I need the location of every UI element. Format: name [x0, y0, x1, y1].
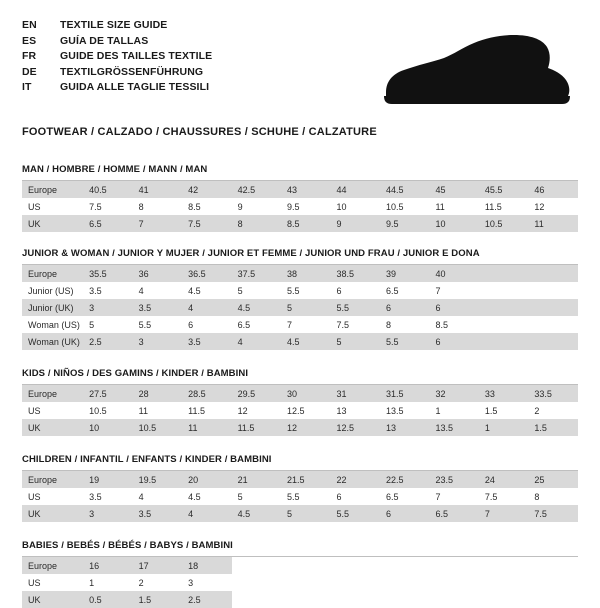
size-table-babies — [22, 557, 578, 608]
cell-empty — [380, 574, 429, 591]
size-table-kids — [22, 385, 578, 436]
cell: 6 — [331, 488, 380, 505]
cell: 5 — [281, 505, 330, 522]
cell: 38.5 — [331, 265, 380, 282]
cell-empty — [429, 557, 478, 574]
cell: 11 — [133, 402, 182, 419]
cell: 10 — [429, 215, 478, 232]
section-title-man: MAN / HOMBRE / HOMME / MANN / MAN — [22, 164, 578, 181]
language-row — [22, 65, 212, 81]
cell: 11 — [528, 215, 578, 232]
cell: 19.5 — [133, 471, 182, 488]
cell: 24 — [479, 471, 528, 488]
cell: 27.5 — [83, 385, 132, 402]
cell: 5.5 — [133, 316, 182, 333]
table-row — [22, 385, 578, 402]
cell — [528, 333, 578, 350]
cell: 3 — [83, 505, 132, 522]
section-children — [22, 454, 578, 522]
cell — [479, 316, 528, 333]
cell: 46 — [528, 181, 578, 198]
table-row — [22, 402, 578, 419]
cell: 31 — [331, 385, 380, 402]
cell: 4 — [133, 282, 182, 299]
cell: 6 — [429, 299, 478, 316]
cell: 13 — [380, 419, 429, 436]
section-junior-woman — [22, 248, 578, 350]
cell: 7 — [429, 282, 478, 299]
cell: 1.5 — [133, 591, 182, 608]
cell: 4 — [133, 488, 182, 505]
cell: 44 — [331, 181, 380, 198]
cell: 4.5 — [281, 333, 330, 350]
cell: 16 — [83, 557, 132, 574]
cell: 17 — [133, 557, 182, 574]
footwear-heading: FOOTWEAR / CALZADO / CHAUSSURES / SCHUHE / CALZATURE — [22, 126, 377, 138]
cell: 39 — [380, 265, 429, 282]
cell: 5.5 — [331, 505, 380, 522]
cell — [528, 282, 578, 299]
cell: 33.5 — [528, 385, 578, 402]
cell: 11 — [182, 419, 231, 436]
cell: 4 — [232, 333, 281, 350]
language-title: TEXTILE SIZE GUIDE — [60, 19, 168, 31]
cell: 36 — [133, 265, 182, 282]
cell-empty — [479, 574, 528, 591]
cell: 3.5 — [133, 505, 182, 522]
cell: 11 — [429, 198, 478, 215]
row-label: Woman (US) — [22, 316, 83, 333]
cell: 28 — [133, 385, 182, 402]
section-man — [22, 164, 578, 232]
row-label: US — [22, 488, 83, 505]
cell: 4.5 — [232, 505, 281, 522]
table-row — [22, 488, 578, 505]
cell: 1 — [83, 574, 132, 591]
section-title-babies: BABIES / BEBÉS / BÉBÉS / BABYS / BAMBINI — [22, 540, 578, 557]
cell: 5 — [331, 333, 380, 350]
cell: 21.5 — [281, 471, 330, 488]
table-row — [22, 505, 578, 522]
size-table-man — [22, 181, 578, 232]
row-label: UK — [22, 591, 83, 608]
cell: 6.5 — [232, 316, 281, 333]
row-label: UK — [22, 505, 83, 522]
table-row — [22, 181, 578, 198]
language-title: GUIDE DES TAILLES TEXTILE — [60, 50, 213, 62]
cell: 3 — [83, 299, 132, 316]
cell: 6 — [429, 333, 478, 350]
row-label: Woman (UK) — [22, 333, 83, 350]
table-row — [22, 471, 578, 488]
cell: 3 — [133, 333, 182, 350]
cell: 7 — [281, 316, 330, 333]
cell: 8.5 — [281, 215, 330, 232]
cell: 12.5 — [281, 402, 330, 419]
table-row — [22, 299, 578, 316]
cell: 31.5 — [380, 385, 429, 402]
cell: 7.5 — [528, 505, 578, 522]
cell: 8 — [133, 198, 182, 215]
cell — [528, 299, 578, 316]
cell: 37.5 — [232, 265, 281, 282]
row-label: Junior (UK) — [22, 299, 83, 316]
cell: 18 — [182, 557, 231, 574]
cell: 19 — [83, 471, 132, 488]
cell: 5 — [281, 299, 330, 316]
cell: 40 — [429, 265, 478, 282]
cell — [479, 333, 528, 350]
cell: 5.5 — [380, 333, 429, 350]
cell: 36.5 — [182, 265, 231, 282]
cell: 9 — [232, 198, 281, 215]
cell: 2.5 — [182, 591, 231, 608]
cell: 5 — [232, 488, 281, 505]
cell: 8.5 — [429, 316, 478, 333]
cell: 5.5 — [281, 282, 330, 299]
cell: 3.5 — [83, 488, 132, 505]
cell: 3.5 — [83, 282, 132, 299]
cell: 35.5 — [83, 265, 132, 282]
cell: 4 — [182, 299, 231, 316]
cell: 2.5 — [83, 333, 132, 350]
cell-empty — [281, 574, 330, 591]
cell: 22 — [331, 471, 380, 488]
language-code: IT — [22, 81, 32, 93]
table-row — [22, 215, 578, 232]
table-row — [22, 419, 578, 436]
cell: 1.5 — [528, 419, 578, 436]
cell: 44.5 — [380, 181, 429, 198]
row-label: Junior (US) — [22, 282, 83, 299]
language-code: EN — [22, 19, 37, 31]
cell: 10.5 — [380, 198, 429, 215]
cell: 8.5 — [182, 198, 231, 215]
cell: 2 — [133, 574, 182, 591]
table-row — [22, 198, 578, 215]
cell: 45.5 — [479, 181, 528, 198]
cell — [528, 265, 578, 282]
cell — [479, 265, 528, 282]
table-row — [22, 316, 578, 333]
cell-empty — [281, 557, 330, 574]
cell: 13.5 — [429, 419, 478, 436]
cell: 2 — [528, 402, 578, 419]
cell: 5.5 — [281, 488, 330, 505]
table-row — [22, 265, 578, 282]
cell: 42 — [182, 181, 231, 198]
cell-empty — [429, 574, 478, 591]
cell: 25 — [528, 471, 578, 488]
cell: 6 — [380, 505, 429, 522]
cell: 11.5 — [479, 198, 528, 215]
cell: 6 — [182, 316, 231, 333]
cell: 8 — [232, 215, 281, 232]
cell: 28.5 — [182, 385, 231, 402]
cell: 3.5 — [182, 333, 231, 350]
cell: 13.5 — [380, 402, 429, 419]
cell: 6.5 — [380, 282, 429, 299]
cell: 1.5 — [479, 402, 528, 419]
cell: 9.5 — [281, 198, 330, 215]
cell: 11.5 — [182, 402, 231, 419]
cell: 12.5 — [331, 419, 380, 436]
cell — [479, 299, 528, 316]
cell: 3.5 — [133, 299, 182, 316]
table-row — [22, 333, 578, 350]
section-babies — [22, 540, 578, 608]
row-label: Europe — [22, 265, 83, 282]
cell: 11.5 — [232, 419, 281, 436]
cell: 6.5 — [429, 505, 478, 522]
cell: 40.5 — [83, 181, 132, 198]
cell: 10.5 — [479, 215, 528, 232]
language-code: FR — [22, 50, 37, 62]
size-table-children — [22, 471, 578, 522]
cell: 8 — [380, 316, 429, 333]
cell: 5 — [232, 282, 281, 299]
row-label: Europe — [22, 557, 83, 574]
cell — [479, 282, 528, 299]
cell: 9 — [331, 215, 380, 232]
language-row — [22, 49, 212, 65]
cell: 9.5 — [380, 215, 429, 232]
cell: 5.5 — [331, 299, 380, 316]
row-label: US — [22, 574, 83, 591]
cell: 7.5 — [182, 215, 231, 232]
cell: 4.5 — [232, 299, 281, 316]
cell: 12 — [528, 198, 578, 215]
cell: 10.5 — [83, 402, 132, 419]
row-label: US — [22, 198, 83, 215]
table-row — [22, 557, 578, 574]
row-label: Europe — [22, 471, 83, 488]
cell-empty — [479, 557, 528, 574]
cell: 4.5 — [182, 488, 231, 505]
language-title: TEXTILGRÖSSENFÜHRUNG — [60, 65, 204, 78]
language-title: GUIDA ALLE TAGLIE TESSILI — [60, 81, 210, 93]
cell: 10 — [331, 198, 380, 215]
cell: 5 — [83, 316, 132, 333]
cell: 7.5 — [83, 198, 132, 215]
cell: 32 — [429, 385, 478, 402]
table-row — [22, 282, 578, 299]
cell: 1 — [479, 419, 528, 436]
cell: 1 — [429, 402, 478, 419]
cell: 43 — [281, 181, 330, 198]
row-label: US — [22, 402, 83, 419]
cell — [528, 316, 578, 333]
page-header — [22, 18, 578, 110]
cell-empty — [528, 574, 578, 591]
cell: 7.5 — [479, 488, 528, 505]
cell: 6 — [380, 299, 429, 316]
row-label: UK — [22, 419, 83, 436]
cell: 10 — [83, 419, 132, 436]
cell: 7.5 — [331, 316, 380, 333]
cell: 3 — [182, 574, 231, 591]
language-row — [22, 18, 212, 34]
cell-empty — [380, 557, 429, 574]
cell: 7 — [133, 215, 182, 232]
row-label: Europe — [22, 181, 83, 198]
cell: 12 — [281, 419, 330, 436]
cell: 45 — [429, 181, 478, 198]
row-label: Europe — [22, 385, 83, 402]
section-kids — [22, 368, 578, 436]
language-title: GUÍA DE TALLAS — [60, 34, 149, 47]
language-code: DE — [22, 65, 37, 78]
section-title-children: CHILDREN / INFANTIL / ENFANTS / KINDER / BAMBINI — [22, 454, 578, 471]
cell: 29.5 — [232, 385, 281, 402]
row-label: UK — [22, 215, 83, 232]
cell: 6 — [331, 282, 380, 299]
cell: 33 — [479, 385, 528, 402]
section-title-kids: KIDS / NIÑOS / DES GAMINS / KINDER / BAMBINI — [22, 368, 578, 385]
cell: 21 — [232, 471, 281, 488]
cell: 23.5 — [429, 471, 478, 488]
cell: 4 — [182, 505, 231, 522]
language-titles — [22, 18, 212, 96]
cell-empty — [331, 557, 380, 574]
cell: 10.5 — [133, 419, 182, 436]
table-row — [22, 574, 578, 591]
cell: 7 — [479, 505, 528, 522]
cell: 22.5 — [380, 471, 429, 488]
cell: 13 — [331, 402, 380, 419]
section-title-junior-woman: JUNIOR & WOMAN / JUNIOR Y MUJER / JUNIOR ET FEMME / JUNIOR UND FRAU / JUNIOR E DONA — [22, 248, 578, 265]
cell: 4.5 — [182, 282, 231, 299]
cell: 8 — [528, 488, 578, 505]
cell-empty — [232, 557, 281, 574]
language-code: ES — [22, 34, 37, 47]
cell: 41 — [133, 181, 182, 198]
cell-empty — [331, 574, 380, 591]
language-row — [22, 80, 212, 96]
cell: 0.5 — [83, 591, 132, 608]
language-row — [22, 34, 212, 50]
cell: 42.5 — [232, 181, 281, 198]
cell: 20 — [182, 471, 231, 488]
cell: 6.5 — [380, 488, 429, 505]
dress-shoe-icon — [382, 32, 572, 110]
cell-empty — [232, 574, 281, 591]
size-table-junior-woman — [22, 265, 578, 350]
cell: 38 — [281, 265, 330, 282]
cell: 6.5 — [83, 215, 132, 232]
cell: 12 — [232, 402, 281, 419]
cell: 30 — [281, 385, 330, 402]
cell: 7 — [429, 488, 478, 505]
cell-empty — [528, 557, 578, 574]
